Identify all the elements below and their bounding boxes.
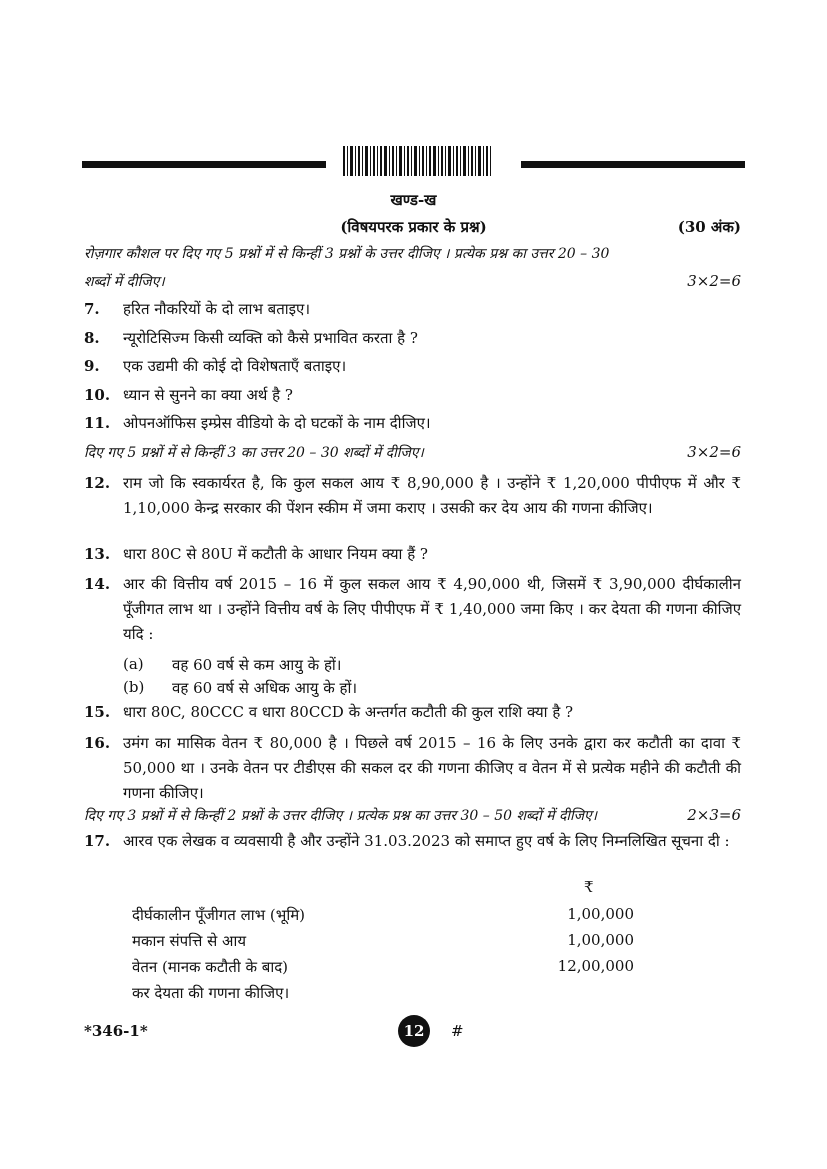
q17-row-3-label: वेतन (मानक कटौती के बाद) <box>132 958 289 976</box>
question-13-number: 13. <box>84 545 111 563</box>
q17-row-2-value: 1,00,000 <box>567 931 634 949</box>
question-14-number: 14. <box>84 575 111 593</box>
q17-row-1-value: 1,00,000 <box>567 905 634 923</box>
question-16-number: 16. <box>84 734 111 752</box>
question-14-text: आर की वित्तीय वर्ष 2015 – 16 में कुल सकल आय ₹ 4,90,000 थी, जिसमें ₹ 3,90,000 दीर्घकालीन पूँजीगत लाभ था । उन्होंने वित्तीय वर्ष के लिए पीपीएफ में ₹ 1,40,000 जमा किए । कर देयता की गणना कीजिए यदि : <box>123 575 741 643</box>
question-16-text: उमंग का मासिक वेतन ₹ 80,000 है । पिछले वर्ष 2015 – 16 के लिए उनके द्वारा कर कटौती का दावा ₹ 50,000 था । उनके वेतन पर टीडीएस की सकल दर की गणना कीजिए व वेतन में से प्रत्येक महीने की कटौती की गणना कीजिए। <box>123 734 741 802</box>
instruction-2: दिए गए 5 प्रश्नों में से किन्हीं 3 का उत्तर 20 – 30 शब्दों में दीजिए। <box>84 445 424 461</box>
question-7-text: हरित नौकरियों के दो लाभ बताइए। <box>123 300 311 318</box>
q17-row-1-label: दीर्घकालीन पूँजीगत लाभ (भूमि) <box>132 906 306 924</box>
question-11-number: 11. <box>84 414 111 432</box>
instruction-2-marks: 3×2=6 <box>687 443 741 461</box>
section-subtitle: (विषयपरक प्रकार के प्रश्न) <box>340 218 487 236</box>
q17-currency-header: ₹ <box>584 878 594 896</box>
question-10-text: ध्यान से सुनने का क्या अर्थ है ? <box>123 386 293 404</box>
question-12-text: राम जो कि स्वकार्यरत है, कि कुल सकल आय ₹ 8,90,000 है । उन्होंने ₹ 1,20,000 पीपीएफ में और ₹ 1,10,000 केन्द्र सरकार की पेंशन स्कीम में जमा कराए । उसकी कर देय आय की गणना कीजिए। <box>123 474 741 517</box>
instruction-1-line-2: शब्दों में दीजिए। <box>84 274 165 290</box>
question-14b-text: वह 60 वर्ष से अधिक आयु के हों। <box>172 679 358 697</box>
paper-code: *346-1* <box>84 1022 148 1040</box>
q17-row-3-value: 12,00,000 <box>557 957 634 975</box>
question-8-number: 8. <box>84 329 100 347</box>
barcode <box>343 146 491 176</box>
question-17-text: आरव एक लेखक व व्यवसायी है और उन्होंने 31.03.2023 को समाप्त हुए वर्ष के लिए निम्नलिखित सूचना दी : <box>123 832 730 850</box>
top-rule-right <box>521 161 745 168</box>
section-title: खण्ड-ख <box>390 191 437 209</box>
question-10-number: 10. <box>84 386 111 404</box>
question-14b-label: (b) <box>123 678 145 696</box>
question-9-number: 9. <box>84 357 100 375</box>
question-14a-label: (a) <box>123 655 144 673</box>
question-14a-text: वह 60 वर्ष से कम आयु के हों। <box>172 656 342 674</box>
question-12-number: 12. <box>84 474 111 492</box>
question-9-text: एक उद्यमी की कोई दो विशेषताएँ बताइए। <box>123 357 347 375</box>
question-11-text: ओपनऑफिस इम्प्रेस वीडियो के दो घटकों के नाम दीजिए। <box>123 414 431 432</box>
instruction-3-marks: 2×3=6 <box>687 806 741 824</box>
question-15-text: धारा 80C, 80CCC व धारा 80CCD के अन्तर्गत कटौती की कुल राशि क्या है ? <box>123 703 574 721</box>
q17-row-2-label: मकान संपत्ति से आय <box>132 932 247 950</box>
question-17-number: 17. <box>84 832 111 850</box>
instruction-1-line-1: रोज़गार कौशल पर दिए गए 5 प्रश्नों में से किन्हीं 3 प्रश्नों के उत्तर दीजिए । प्रत्येक प्रश्न का उत्तर 20 – 30 <box>84 246 610 262</box>
question-13-text: धारा 80C से 80U में कटौती के आधार नियम क्या हैं ? <box>123 545 428 563</box>
page-number-badge: 12 <box>398 1015 430 1047</box>
question-7-number: 7. <box>84 300 100 318</box>
question-15-number: 15. <box>84 703 111 721</box>
top-rule-left <box>82 161 326 168</box>
question-8-text: न्यूरोटिसिज्म किसी व्यक्ति को कैसे प्रभावित करता है ? <box>123 329 418 347</box>
instruction-1-marks: 3×2=6 <box>687 272 741 290</box>
instruction-3: दिए गए 3 प्रश्नों में से किन्हीं 2 प्रश्नों के उत्तर दीजिए । प्रत्येक प्रश्न का उत्तर 30 – 50 शब्दों में दीजिए। <box>84 808 598 824</box>
q17-footer: कर देयता की गणना कीजिए। <box>132 984 290 1002</box>
hash-mark: # <box>451 1022 464 1040</box>
section-marks: (30 अंक) <box>677 218 741 236</box>
